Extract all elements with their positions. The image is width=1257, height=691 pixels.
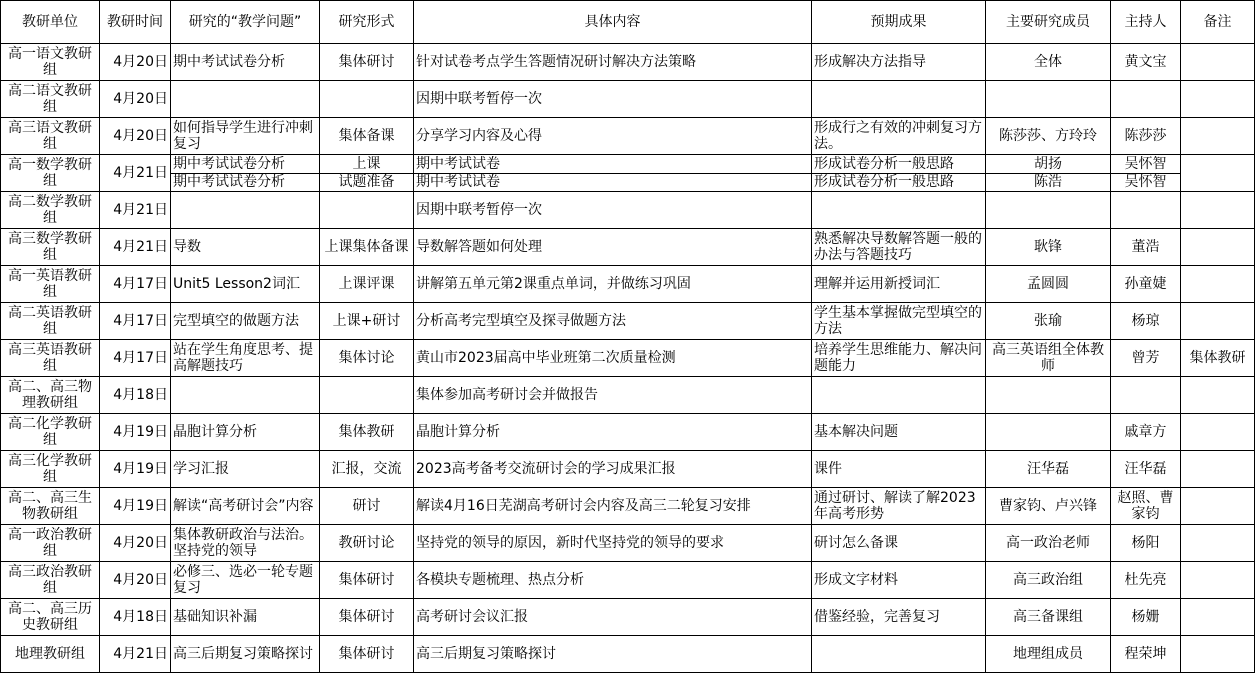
sub-cell-result: 形成试卷分析一般思路 (812, 173, 985, 191)
cell-unit: 高一政治教研组 (1, 525, 100, 562)
cell-note (1181, 636, 1255, 673)
cell-note (1181, 44, 1255, 81)
cell-time: 4月17日 (100, 266, 171, 303)
cell-form: 上课评课 (320, 266, 414, 303)
cell-note (1181, 155, 1255, 192)
cell-unit: 高二、高三生物教研组 (1, 488, 100, 525)
cell-members (986, 414, 1111, 451)
cell-unit: 地理教研组 (1, 636, 100, 673)
sub-cell-content: 期中考试试卷 (416, 155, 500, 172)
header-form: 研究形式 (320, 1, 414, 44)
table-row (1, 81, 1255, 118)
cell-unit: 高三政治教研组 (1, 562, 100, 599)
cell-form (320, 192, 414, 229)
sub-cell-content: 期中考试试卷 (414, 173, 811, 191)
cell-members: 高三备课组 (986, 599, 1111, 636)
cell-time: 4月20日 (100, 44, 171, 81)
cell-problem: 学习汇报 (171, 451, 320, 488)
cell-host: 孙童婕 (1111, 266, 1181, 303)
cell-note (1181, 266, 1255, 303)
cell-members: 陈莎莎、方玲玲 (986, 118, 1111, 155)
cell-time: 4月20日 (100, 525, 171, 562)
cell-content: 导数解答题如何处理 (414, 229, 812, 266)
table-row (1, 599, 1255, 636)
cell-problem: 期中考试试卷分析 (171, 44, 320, 81)
cell-result: 理解并运用新授词汇 (812, 266, 986, 303)
table-row (1, 118, 1255, 155)
cell-note (1181, 562, 1255, 599)
sub-cell-members: 胡扬 (1034, 155, 1062, 172)
sub-cell-result: 形成试卷分析一般思路 (814, 155, 954, 172)
cell-form: 研讨 (320, 488, 414, 525)
cell-members: 高三英语组全体教师 (986, 340, 1111, 377)
header-host: 主持人 (1111, 1, 1181, 44)
cell-host (1111, 377, 1181, 414)
cell-members: 曹家钧、卢兴锋 (986, 488, 1111, 525)
cell-members: 地理组成员 (986, 636, 1111, 673)
cell-unit: 高二英语教研组 (1, 303, 100, 340)
cell-host: 赵照、曹家钧 (1111, 488, 1181, 525)
cell-result: 研讨怎么备课 (812, 525, 986, 562)
cell-time: 4月21日 (100, 155, 171, 192)
cell-unit: 高二、高三物理教研组 (1, 377, 100, 414)
sub-cell-host: 吴怀智 (1111, 173, 1180, 191)
cell-problem: 晶胞计算分析 (171, 414, 320, 451)
cell-problem: 完型填空的做题方法 (171, 303, 320, 340)
cell-time: 4月21日 (100, 229, 171, 266)
cell-form: 集体研讨 (320, 636, 414, 673)
cell-content: 讲解第五单元第2课重点单词，并做练习巩固 (414, 266, 812, 303)
table-row (1, 562, 1255, 599)
cell-result: 基本解决问题 (812, 414, 986, 451)
table-row (1, 303, 1255, 340)
cell-unit: 高三语文教研组 (1, 118, 100, 155)
cell-time: 4月20日 (100, 118, 171, 155)
table-row (1, 636, 1255, 673)
table-row (1, 488, 1255, 525)
cell-result: 熟悉解决导数解答题一般的办法与答题技巧 (812, 229, 986, 266)
cell-result (812, 636, 986, 673)
cell-time: 4月19日 (100, 488, 171, 525)
cell-form: 汇报，交流 (320, 451, 414, 488)
cell-form: 教研讨论 (320, 525, 414, 562)
cell-host: 杜先亮 (1111, 562, 1181, 599)
table-row (1, 266, 1255, 303)
header-members: 主要研究成员 (986, 1, 1111, 44)
cell-unit: 高一语文教研组 (1, 44, 100, 81)
header-time: 教研时间 (100, 1, 171, 44)
cell-members: 汪华磊 (986, 451, 1111, 488)
header-content: 具体内容 (414, 1, 812, 44)
cell-result (812, 155, 986, 192)
cell-content: 坚持党的领导的原因，新时代坚持党的领导的要求 (414, 525, 812, 562)
cell-content (414, 155, 812, 192)
table-row (1, 229, 1255, 266)
cell-result: 通过研讨、解读了解2023年高考形势 (812, 488, 986, 525)
cell-unit: 高三英语教研组 (1, 340, 100, 377)
cell-members: 全体 (986, 44, 1111, 81)
cell-members: 高一政治老师 (986, 525, 1111, 562)
cell-unit: 高二、高三历史教研组 (1, 599, 100, 636)
cell-host (1111, 155, 1181, 192)
cell-unit: 高三化学教研组 (1, 451, 100, 488)
table-row (1, 525, 1255, 562)
cell-problem: 解读“高考研讨会”内容 (171, 488, 320, 525)
table-row (1, 451, 1255, 488)
cell-unit: 高三数学教研组 (1, 229, 100, 266)
cell-content: 分享学习内容及心得 (414, 118, 812, 155)
sub-cell-members: 陈浩 (986, 173, 1110, 191)
cell-host (1111, 81, 1181, 118)
cell-members (986, 192, 1111, 229)
sub-cell-problem: 期中考试试卷分析 (173, 155, 285, 172)
header-note: 备注 (1181, 1, 1255, 44)
cell-problem: 站在学生角度思考、提高解题技巧 (171, 340, 320, 377)
cell-problem: 必修三、选必一轮专题复习 (171, 562, 320, 599)
header-unit: 教研单位 (1, 1, 100, 44)
cell-form: 集体讨论 (320, 340, 414, 377)
cell-note (1181, 525, 1255, 562)
cell-members (986, 155, 1111, 192)
cell-form: 集体研讨 (320, 44, 414, 81)
cell-problem: Unit5 Lesson2词汇 (171, 266, 320, 303)
cell-form: 集体研讨 (320, 562, 414, 599)
cell-result (812, 377, 986, 414)
cell-host (1111, 192, 1181, 229)
cell-time: 4月20日 (100, 81, 171, 118)
cell-form: 上课集体备课 (320, 229, 414, 266)
cell-host: 程荣坤 (1111, 636, 1181, 673)
cell-form: 集体研讨 (320, 599, 414, 636)
cell-note (1181, 229, 1255, 266)
cell-result: 学生基本掌握做完型填空的方法 (812, 303, 986, 340)
cell-result: 形成文字材料 (812, 562, 986, 599)
sub-cell-host: 吴怀智 (1124, 155, 1167, 172)
cell-result: 形成解决方法指导 (812, 44, 986, 81)
cell-unit: 高一英语教研组 (1, 266, 100, 303)
cell-members (986, 81, 1111, 118)
cell-content: 解读4月16日芜湖高考研讨会内容及高三二轮复习安排 (414, 488, 812, 525)
table-row (1, 155, 1255, 192)
table-row (1, 340, 1255, 377)
table-row (1, 192, 1255, 229)
cell-note (1181, 488, 1255, 525)
cell-note: 集体教研 (1181, 340, 1255, 377)
cell-members: 耿锋 (986, 229, 1111, 266)
cell-members: 高三政治组 (986, 562, 1111, 599)
cell-unit: 高二数学教研组 (1, 192, 100, 229)
cell-problem: 导数 (171, 229, 320, 266)
cell-host: 黄文宝 (1111, 44, 1181, 81)
cell-problem (171, 155, 320, 192)
cell-host: 杨琼 (1111, 303, 1181, 340)
cell-note (1181, 451, 1255, 488)
header-problem: 研究的“教学问题” (171, 1, 320, 44)
cell-unit: 高二化学教研组 (1, 414, 100, 451)
cell-content: 针对试卷考点学生答题情况研讨解决方法策略 (414, 44, 812, 81)
cell-content: 晶胞计算分析 (414, 414, 812, 451)
cell-content: 集体参加高考研讨会并做报告 (414, 377, 812, 414)
cell-problem: 基础知识补漏 (171, 599, 320, 636)
cell-host: 董浩 (1111, 229, 1181, 266)
cell-form: 上课+研讨 (320, 303, 414, 340)
cell-content: 2023高考备考交流研讨会的学习成果汇报 (414, 451, 812, 488)
cell-problem: 如何指导学生进行冲刺复习 (171, 118, 320, 155)
cell-problem (171, 192, 320, 229)
cell-unit: 高一数学教研组 (1, 155, 100, 192)
header-result: 预期成果 (812, 1, 986, 44)
cell-content: 黄山市2023届高中毕业班第二次质量检测 (414, 340, 812, 377)
cell-time: 4月19日 (100, 451, 171, 488)
cell-note (1181, 118, 1255, 155)
cell-form: 集体教研 (320, 414, 414, 451)
cell-form (320, 81, 414, 118)
cell-content: 高三后期复习策略探讨 (414, 636, 812, 673)
sub-cell-form: 试题准备 (320, 173, 413, 191)
sub-cell-problem: 期中考试试卷分析 (171, 173, 319, 191)
cell-time: 4月18日 (100, 377, 171, 414)
table-row (1, 44, 1255, 81)
cell-result (812, 192, 986, 229)
cell-time: 4月17日 (100, 303, 171, 340)
cell-time: 4月21日 (100, 192, 171, 229)
cell-host: 曾芳 (1111, 340, 1181, 377)
cell-unit: 高二语文教研组 (1, 81, 100, 118)
cell-time: 4月21日 (100, 636, 171, 673)
cell-members: 张瑜 (986, 303, 1111, 340)
cell-form (320, 377, 414, 414)
cell-time: 4月17日 (100, 340, 171, 377)
cell-note (1181, 377, 1255, 414)
cell-form: 集体备课 (320, 118, 414, 155)
cell-problem: 高三后期复习策略探讨 (171, 636, 320, 673)
sub-cell-form: 上课 (352, 155, 381, 172)
cell-result: 形成行之有效的冲刺复习方法。 (812, 118, 986, 155)
cell-form (320, 155, 414, 192)
cell-content: 因期中联考暂停一次 (414, 81, 812, 118)
cell-problem (171, 377, 320, 414)
header-row (1, 1, 1255, 44)
cell-result: 借鉴经验，完善复习 (812, 599, 986, 636)
table-row (1, 414, 1255, 451)
cell-host: 杨阳 (1111, 525, 1181, 562)
cell-problem (171, 81, 320, 118)
cell-host: 杨姗 (1111, 599, 1181, 636)
cell-time: 4月18日 (100, 599, 171, 636)
table-body (1, 1, 1255, 673)
cell-host: 陈莎莎 (1111, 118, 1181, 155)
cell-host: 戚章方 (1111, 414, 1181, 451)
cell-result (812, 81, 986, 118)
cell-problem: 集体教研政治与法治。坚持党的领导 (171, 525, 320, 562)
cell-content: 因期中联考暂停一次 (414, 192, 812, 229)
cell-note (1181, 81, 1255, 118)
cell-note (1181, 303, 1255, 340)
cell-members: 孟圆圆 (986, 266, 1111, 303)
cell-content: 分析高考完型填空及探寻做题方法 (414, 303, 812, 340)
cell-result: 培养学生思维能力、解决问题能力 (812, 340, 986, 377)
cell-time: 4月19日 (100, 414, 171, 451)
cell-result: 课件 (812, 451, 986, 488)
cell-note (1181, 599, 1255, 636)
cell-host: 汪华磊 (1111, 451, 1181, 488)
cell-note (1181, 192, 1255, 229)
cell-time: 4月20日 (100, 562, 171, 599)
cell-note (1181, 414, 1255, 451)
table-row (1, 377, 1255, 414)
cell-content: 高考研讨会议汇报 (414, 599, 812, 636)
cell-content: 各模块专题梳理、热点分析 (414, 562, 812, 599)
cell-members (986, 377, 1111, 414)
